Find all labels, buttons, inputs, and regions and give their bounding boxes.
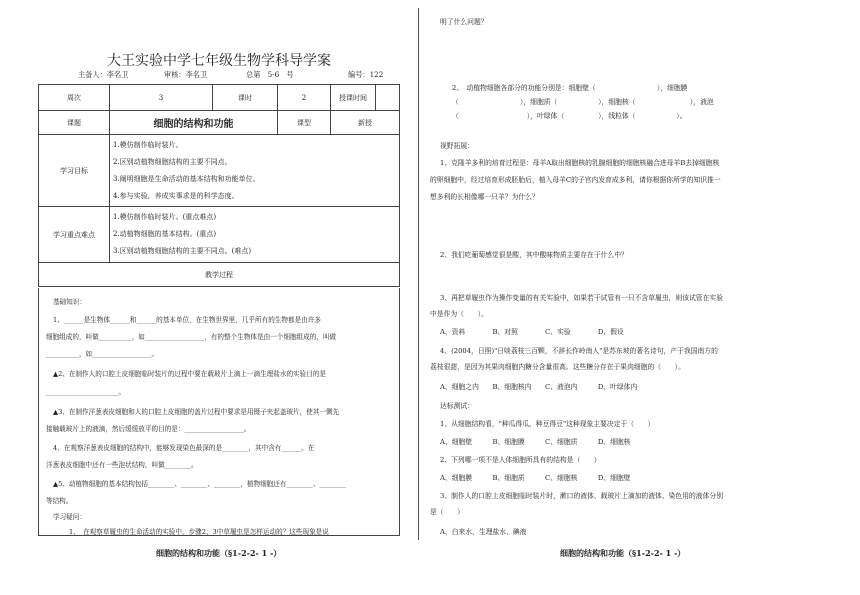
- period-value: 2: [278, 85, 331, 111]
- content-line: ▲5、动植物细胞的基本结构包括________、________、________，植物细胞还有________、________: [53, 480, 346, 488]
- doc-number: 编号：122: [348, 70, 384, 79]
- content-line: 是（ ）: [430, 508, 464, 516]
- content-line: ______________________。: [46, 388, 126, 396]
- page-title: 大王实验中学七年级生物学科导学案: [107, 53, 331, 69]
- type-value: 新授: [331, 111, 400, 135]
- content-line: （ ），叶绿体（ ），线粒体（ ）。: [452, 112, 687, 120]
- content-line: __________，如__________________。: [46, 350, 159, 358]
- lesson-table: [38, 84, 400, 287]
- time-value: [376, 85, 400, 111]
- content-line: 基础知识：: [53, 298, 86, 306]
- keys-list: [110, 207, 400, 263]
- key-item: 1.模仿制作临时装片。(重点难点): [113, 213, 217, 221]
- content-line: 1、克隆羊多利的培育过程是：母羊A取出细胞核的乳腺细胞的细胞核融合进母羊B去掉细胞核: [440, 159, 720, 167]
- content-line: A、资料 B、对照 C、实验 D、假设: [440, 328, 624, 336]
- content-line: 4、在观察洋葱表皮细胞的结构中，能够发现染色最深的是________，其中含有______。在: [53, 444, 315, 452]
- keys-label: 学习重点难点: [39, 207, 110, 263]
- content-line: 洋葱表皮细胞中还有一些泡状结构，叫做________。: [46, 461, 198, 469]
- page-divider: [418, 8, 419, 540]
- time-label: 授课时间: [331, 85, 376, 111]
- content-line: 想多利的长相像哪一只羊？为什么？: [430, 193, 539, 201]
- reviewer: 审核：李名卫: [164, 70, 208, 79]
- week-label: 周次: [39, 85, 110, 111]
- content-line: 明了什么问题？: [440, 18, 488, 26]
- total-number: 总第 5-6 号: [246, 70, 294, 79]
- content-line: 4、(2004，日照)"日啖荔枝三百颗，不辞长作岭南人"是苏东坡的著名诗句，产于我国南方的: [440, 347, 718, 355]
- content-line: 细胞组成的，叫做__________，如__________________，有的整个生物体是由一个细胞组成的，叫做: [46, 333, 337, 341]
- right-footer: 细胞的结构和功能（§1-2-2- 1 -）: [560, 548, 686, 558]
- content-line: 3、制作人的口腔上皮细胞临时装片时，漱口的液体、载玻片上滴加的液体、染色用的液体分别: [440, 492, 723, 500]
- content-line: A、白来水、生理盐水、碘液: [440, 528, 527, 536]
- content-line: A、细胞膜 B、细胞质 C、细胞核 D、细胞壁: [440, 474, 631, 482]
- content-line: 3、再把草履虫作为操作变量的有关实验中，如果若干试管有一只不含草履虫，则该试管在实验: [440, 294, 723, 302]
- type-label: 课型: [278, 111, 331, 135]
- left-footer: 细胞的结构和功能（§1-2-2- 1 -）: [156, 548, 282, 558]
- period-label: 课时: [213, 85, 278, 111]
- content-line: 视野拓展：: [440, 142, 474, 150]
- process-content: [38, 288, 400, 536]
- process-label: 教学过程: [39, 263, 400, 287]
- content-line: ▲2、在制作人的口腔上皮细胞临时装片的过程中要在载玻片上滴上一滴生理盐水的实验目的是: [53, 370, 327, 378]
- goal-item: 4.参与实验，养成实事求是的科学态度。: [113, 191, 239, 200]
- goals-label: 学习目标: [39, 135, 110, 207]
- content-line: 中是作为（ ）。: [430, 310, 488, 318]
- content-line: 2、 动植物细胞各部分的功能分别是：细胞壁（ ），细胞膜: [452, 84, 688, 92]
- content-line: 2、下列哪一项不是人体细胞所具有的结构是（ ）: [440, 456, 601, 464]
- content-line: 1、 在观察草履虫的生命活动的实验中，步骤2、3中草履虫是怎样运动的？这些现象是说: [69, 528, 329, 536]
- content-line: 达标测试：: [440, 402, 474, 410]
- topic-value: 细胞的结构和功能: [110, 111, 278, 135]
- key-item: 3.区别动植物细胞结构的主要不同点。(难点): [113, 247, 252, 255]
- author: 主备人：李名卫: [78, 70, 129, 79]
- content-line: 等结构。: [46, 497, 73, 505]
- content-line: ▲3、在制作洋葱表皮细胞和人的口腔上皮细胞的盖片过程中要求是用镊子夹起盖玻片，使其一侧先: [53, 408, 340, 416]
- content-line: 的卵细胞中，经过培育形成胚胎后，植入母羊C的子宫内发育成多利，请你根据你所学的知识推一: [430, 176, 721, 184]
- content-line: 2、我们吃葡萄感觉很是酸，其中酸味物质主要存在于什么中？: [440, 251, 628, 259]
- content-line: 学习疑问：: [53, 513, 86, 521]
- topic-label: 课题: [39, 111, 110, 135]
- goal-item: 2.区别动植物细胞结构的主要不同点。: [113, 157, 232, 166]
- goals-list: [110, 135, 400, 207]
- content-line: （ ），细胞质（ ），细胞核（ ），液泡: [452, 98, 714, 106]
- key-item: 2.动植物细胞的基本结构。(重点): [113, 230, 217, 238]
- content-line: 荔枝很甜，是因为其果肉细胞内糖分含量很高。这些糖分存在于果肉细胞的（ ）。: [430, 363, 685, 371]
- content-line: 1、从细胞结构看，"种瓜得瓜，种豆得豆"这种现象主要决定于（ ）: [440, 420, 655, 428]
- content-line: 1、______是生物体______和______的基本单位，在生物世界里，几乎所有的生物都是由许多: [53, 316, 321, 324]
- content-line: A、细胞壁 B、细胞膜 C、细胞质 D、细胞核: [440, 438, 631, 446]
- week-value: 3: [110, 85, 213, 111]
- goal-item: 3.阐明细胞是生命活动的基本结构和功能单位。: [113, 174, 260, 183]
- goal-item: 1.模仿制作临时装片。: [113, 140, 183, 149]
- content-line: 接触载玻片上的液滴，然后缓缓放平的目的是：__________________。: [46, 425, 251, 433]
- content-line: A、细胞之内 B、细胞核内 C、液泡内 D、叶绿体内: [440, 383, 638, 391]
